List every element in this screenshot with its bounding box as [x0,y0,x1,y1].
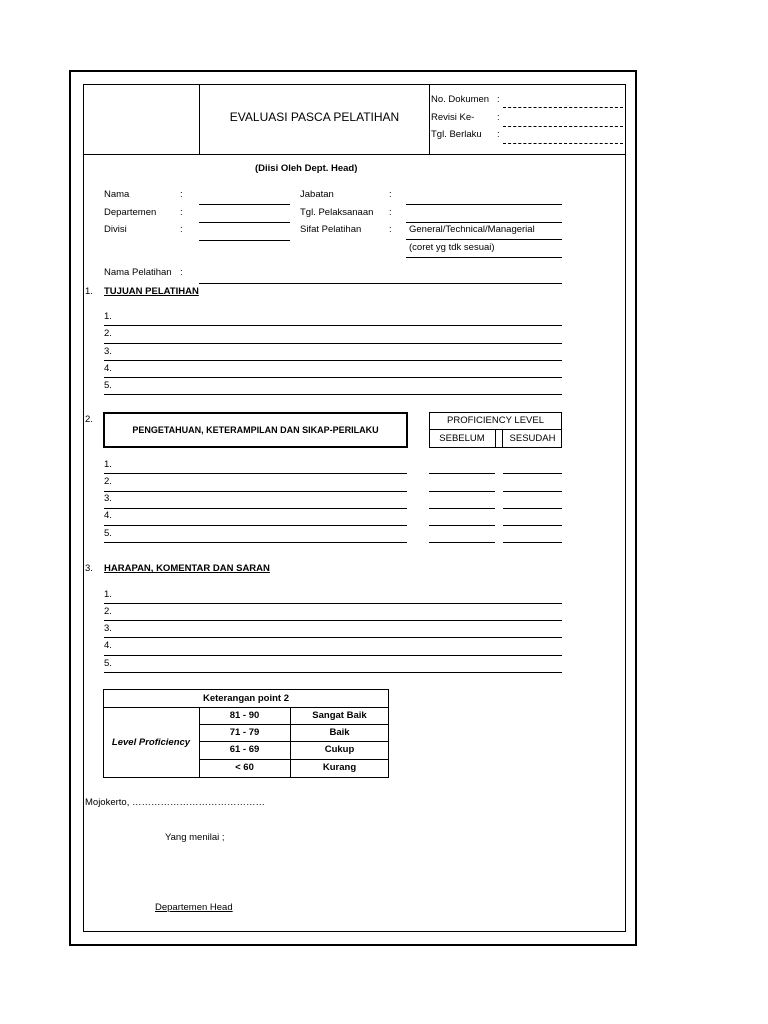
legend-range-1: 81 - 90 [229,710,260,721]
section3-line-4[interactable] [104,655,562,656]
section2-title-box [103,412,408,448]
section2-line-5[interactable] [104,542,407,543]
revision-field[interactable] [503,126,623,127]
departemen-label: Departemen [104,207,157,218]
valid-date-sep: : [497,129,500,140]
legend-desc-2: Baik [329,727,350,738]
section3-line-1[interactable] [104,603,562,604]
nama-field[interactable] [199,204,290,205]
divisi-label: Divisi [104,224,127,235]
legend-desc-4: Kurang [322,762,357,773]
section2-before-2[interactable] [429,491,495,492]
section2-line-4[interactable] [104,525,407,526]
fill-instruction: (Diisi Oleh Dept. Head) [255,163,358,174]
revision-label: Revisi Ke- [431,112,475,123]
section2-item-5: 5. [104,528,112,539]
valid-date-label: Tgl. Berlaku [431,129,482,140]
section3-line-3[interactable] [104,637,562,638]
nama-label: Nama [104,189,130,200]
section1-line-3[interactable] [104,360,562,361]
section3-item-5: 5. [104,658,112,669]
section1-item-3: 3. [104,346,112,357]
legend-range-4: < 60 [235,762,254,773]
proficiency-col-gap-left [495,429,496,448]
before-header: SEBELUM [439,433,485,444]
section1-line-5[interactable] [104,394,562,395]
section2-line-3[interactable] [104,508,407,509]
valid-date-field[interactable] [503,143,623,144]
legend-range-2: 71 - 79 [229,727,260,738]
departemen-sep: : [180,207,183,218]
legend-desc-3: Cukup [324,744,355,755]
section3-title: HARAPAN, KOMENTAR DAN SARAN [104,563,270,574]
tgl-pelaksanaan-field[interactable] [406,222,562,223]
section1-number: 1. [85,286,93,297]
header-divider-right [429,84,430,154]
section2-item-3: 3. [104,493,112,504]
section2-item-4: 4. [104,510,112,521]
doc-number-field[interactable] [503,107,623,108]
sifat-pelatihan-sep: : [389,224,392,235]
legend-desc-1: Sangat Baik [312,710,367,721]
sifat-note-line [406,257,562,258]
legend-row-rule-2 [199,741,389,742]
section2-title: PENGETAHUAN, KETERAMPILAN DAN SIKAP-PERILAKU [132,425,379,435]
section3-line-5[interactable] [104,672,562,673]
section1-item-1: 1. [104,311,112,322]
legend-title-rule [103,707,389,708]
revision-sep: : [497,112,500,123]
section3-number: 3. [85,563,93,574]
proficiency-header: PROFICIENCY LEVEL [447,415,544,426]
section2-line-1[interactable] [104,473,407,474]
section1-item-5: 5. [104,380,112,391]
divisi-sep: : [180,224,183,235]
jabatan-label: Jabatan [300,189,334,200]
section1-line-1[interactable] [104,325,562,326]
section2-item-1: 1. [104,459,112,470]
legend-range-3: 61 - 69 [229,744,260,755]
nama-pelatihan-label: Nama Pelatihan [104,267,172,278]
section3-item-1: 1. [104,589,112,600]
section1-item-4: 4. [104,363,112,374]
doc-number-label: No. Dokumen [431,94,490,105]
after-header: SESUDAH [509,433,556,444]
section1-item-2: 2. [104,328,112,339]
jabatan-field[interactable] [406,204,562,205]
section2-before-5[interactable] [429,542,495,543]
section2-after-2[interactable] [503,491,562,492]
nama-pelatihan-sep: : [180,267,183,278]
section3-line-2[interactable] [104,620,562,621]
document-title: EVALUASI PASCA PELATIHAN [229,110,400,124]
nama-pelatihan-field[interactable] [199,283,562,284]
sifat-pelatihan-note: (coret yg tdk sesuai) [409,242,495,253]
assessor-label: Yang menilai ; [165,832,225,843]
departemen-field[interactable] [199,222,290,223]
section1-title: TUJUAN PELATIHAN [104,286,199,297]
header-bottom-line [83,154,626,155]
sifat-pelatihan-label: Sifat Pelatihan [300,224,362,235]
divisi-field[interactable] [199,240,290,241]
section1-line-2[interactable] [104,343,562,344]
section2-line-2[interactable] [104,491,407,492]
section2-after-5[interactable] [503,542,562,543]
section2-before-3[interactable] [429,508,495,509]
section2-item-2: 2. [104,476,112,487]
tgl-pelaksanaan-sep: : [389,207,392,218]
sifat-pelatihan-field[interactable] [406,239,562,240]
jabatan-sep: : [389,189,392,200]
legend-row-rule-1 [199,724,389,725]
doc-number-sep: : [497,94,500,105]
section2-after-3[interactable] [503,508,562,509]
section1-line-4[interactable] [104,377,562,378]
section3-item-4: 4. [104,640,112,651]
section2-after-1[interactable] [503,473,562,474]
section3-item-2: 2. [104,606,112,617]
signatory-label: Departemen Head [155,902,233,913]
sifat-pelatihan-value: General/Technical/Managerial [409,224,535,235]
legend-row-rule-3 [199,759,389,760]
tgl-pelaksanaan-label: Tgl. Pelaksanaan [300,207,374,218]
section2-number: 2. [85,414,93,425]
nama-sep: : [180,189,183,200]
legend-row-label: Level Proficiency [111,737,191,748]
section3-item-3: 3. [104,623,112,634]
section2-before-1[interactable] [429,473,495,474]
legend-title: Keterangan point 2 [202,693,290,704]
section2-before-4[interactable] [429,525,495,526]
place-date-line[interactable]: Mojokerto, …………………………………… [85,797,265,808]
section2-after-4[interactable] [503,525,562,526]
